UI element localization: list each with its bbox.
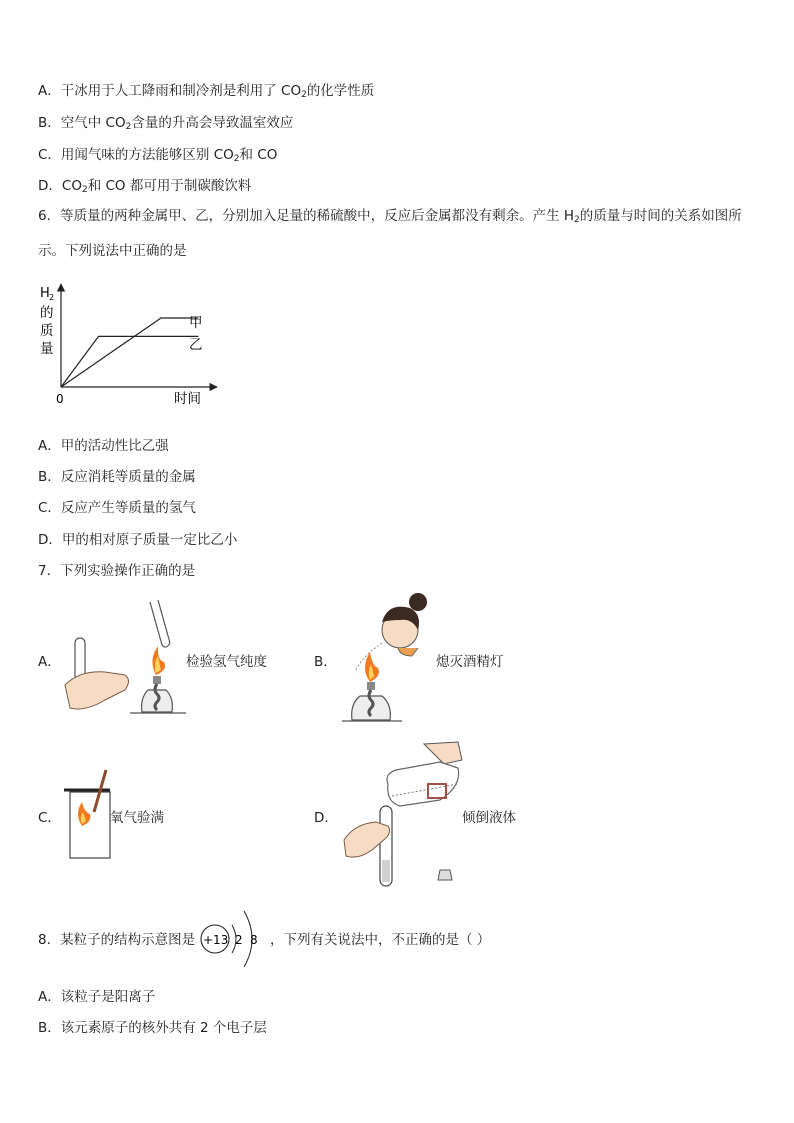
q5-option-d: D．$CO_2$和 CO 都可用于制碳酸饮料 [38,178,252,195]
q8-option-a: A．该粒子是阳离子 [38,989,156,1005]
q7-b-illustration [340,590,440,725]
q6-option-c: C．反应产生等质量的氢气 [38,500,196,516]
q6-option-b: B．反应消耗等质量的金属 [38,469,196,485]
series-jia-label: 甲 [189,315,203,331]
x-axis-label: 时间 [174,391,201,407]
q6-option-d: D．甲的相对原子质量一定比乙小 [38,532,238,548]
q8-option-b: B．该元素原子的核外共有 2 个电子层 [38,1020,267,1036]
y-label-h: H [40,286,50,301]
y-label-sub: 2 [49,293,55,302]
q5-option-a: A．干冰用于人工降雨和制冷剂是利用了 $CO_2$的化学性质 [38,83,375,100]
q7-d-illustration [340,740,470,890]
q7-c-letter: C． [38,810,61,826]
q7-stem: 7．下列实验操作正确的是 [38,563,196,579]
q7-b-caption: 熄灭酒精灯 [436,654,504,670]
q5-option-b: B．空气中 $CO_2$含量的升高会导致温室效应 [38,115,294,132]
q7-c-caption: 氧气验满 [110,810,164,826]
y-label-char-3: 量 [40,341,54,357]
shell-2-electrons: 8 [250,933,258,947]
q6-chart [34,280,234,410]
q6-option-a: A．甲的活动性比乙强 [38,438,169,454]
shell-1-electrons: 2 [235,933,243,947]
origin-label: 0 [56,392,64,406]
q7-d-letter: D． [314,810,338,826]
series-yi-line [61,336,199,387]
atom-structure-diagram [198,905,268,971]
series-yi-label: 乙 [189,337,203,353]
q7-a-caption: 检验氢气纯度 [186,654,267,670]
q8-stem-before: 8．某粒子的结构示意图是 [38,932,196,948]
nucleus-charge: +13 [203,933,229,947]
q5-option-c: C．用闻气味的方法能够区别 $CO_2$和 CO [38,147,278,164]
q7-d-caption: 倾倒液体 [462,810,516,826]
q6-stem: 6．等质量的两种金属甲、乙，分别加入足量的稀硫酸中，反应后金属都没有剩余。产生 $H_2$的质量与时间的关系如图所示。下列说法中正确的是 [38,208,742,259]
y-label-char-2: 质 [40,323,54,339]
q7-b-letter: B． [314,654,337,670]
y-label-char-1: 的 [40,305,54,321]
q7-a-illustration [60,600,190,720]
q7-a-letter: A． [38,654,61,670]
q8-stem-after: ，下列有关说法中，不正确的是（ ） [270,932,491,948]
series-jia-line [61,318,199,387]
